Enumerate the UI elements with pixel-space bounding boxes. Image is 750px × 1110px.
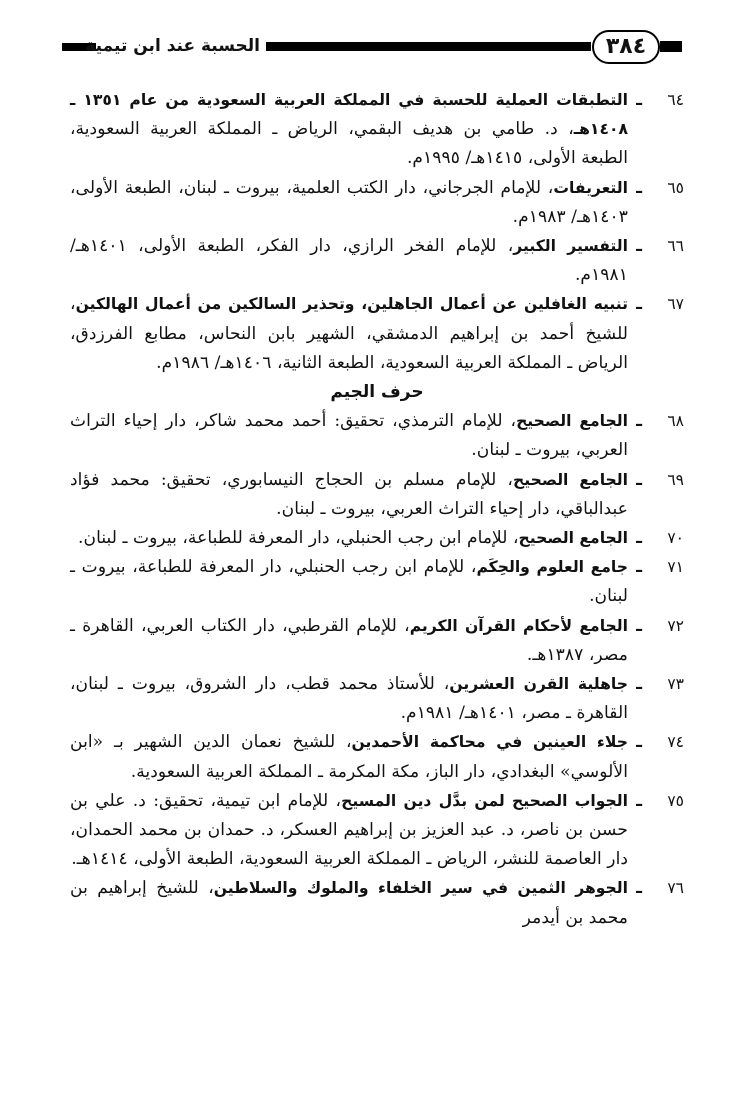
entry-dash: ـ [636, 732, 642, 753]
entry-title: جاهلية القرن العشرين [449, 675, 628, 694]
entry-number: ٦٥ [667, 178, 684, 197]
entry-title: الجامع الصحيح [518, 529, 628, 548]
entry-number: ٧٣ [667, 675, 684, 694]
entry-number: ٦٧ [667, 295, 684, 314]
entry-text [70, 232, 628, 290]
entry-text [70, 466, 628, 524]
page-header [52, 28, 682, 68]
entry-number: ٧٢ [667, 616, 684, 635]
entry-details: ، للإمام الترمذي، تحقيق: أحمد محمد شاكر، دار إحياء التراث العربي، بيروت ـ لبنان. [70, 411, 628, 461]
entry-details: ، للإمام الفخر الرازي، دار الفكر، الطبعة الأولى، ١٤٠١هـ/ ١٩٨١م. [70, 236, 628, 286]
entry-number: ٧٥ [667, 791, 684, 810]
bibliography-entry [70, 86, 684, 174]
entry-dash: ـ [636, 528, 642, 549]
entry-title: جامع العلوم والحِكَم [476, 558, 628, 577]
entry-details: ، للشيخ نعمان الدين الشهير بـ «ابن الألوسي» البغدادي، دار الباز، مكة المكرمة ـ المملكة العربية السعودية. [70, 732, 628, 782]
header-rule [266, 42, 591, 51]
entry-details: ، للإمام القرطبي، دار الكتاب العربي، القاهرة ـ مصر، ١٣٨٧هـ. [70, 615, 628, 665]
entry-title: تنبيه الغافلين عن أعمال الجاهلين، وتحذير السالكين من أعمال الهالكين [75, 295, 628, 314]
entry-text [70, 612, 628, 670]
bibliography-entry [70, 553, 684, 611]
entries-before-section [70, 86, 684, 378]
entry-text [70, 728, 628, 786]
entry-text [70, 290, 628, 378]
entry-details: ، للشيخ إبراهيم بن محمد بن أيدمر [70, 878, 628, 928]
entry-dash: ـ [636, 177, 642, 198]
bibliography-entry [70, 232, 684, 290]
entry-details: ، للإمام ابن تيمية، تحقيق: د. علي بن حسن بن ناصر، د. عبد العزيز بن إبراهيم العسكر، د. حمدان بن محمد الحمدان، دار العاصمة للنشر، الرياض ـ المملكة العربية السعودية، الطبعة الأولى، ١٤١٤هـ. [70, 790, 628, 870]
entry-details: ، للإمام مسلم بن الحجاج النيسابوري، تحقيق: محمد فؤاد عبدالباقي، دار إحياء التراث العربي، بيروت ـ لبنان. [70, 469, 628, 519]
entry-details: ، للإمام ابن رجب الحنبلي، دار المعرفة للطباعة، بيروت ـ لبنان. [78, 528, 519, 549]
entry-details: ، للإمام الجرجاني، دار الكتب العلمية، بيروت ـ لبنان، الطبعة الأولى، ١٤٠٣هـ/ ١٩٨٣م. [70, 177, 628, 227]
entry-number: ٦٨ [667, 412, 684, 431]
entries-after-section [70, 407, 684, 933]
header-rule-tail [660, 41, 682, 52]
entry-details: ، للأستاذ محمد قطب، دار الشروق، بيروت ـ لبنان، القاهرة ـ مصر، ١٤٠١هـ/ ١٩٨١م. [70, 674, 628, 724]
bibliography-entry [70, 728, 684, 786]
entry-title: الجامع الصحيح [516, 412, 628, 431]
entry-title: التطبقات العملية للحسبة في المملكة العربية السعودية من عام ١٣٥١ ـ ١٤٠٨هـ [70, 91, 628, 139]
entry-dash: ـ [636, 674, 642, 695]
entry-title: الجامع لأحكام القرآن الكريم [409, 616, 628, 635]
entry-dash: ـ [636, 615, 642, 636]
entry-text [70, 787, 628, 875]
section-heading: حرف الجيم [330, 382, 424, 403]
entry-text [70, 670, 628, 728]
entry-dash: ـ [636, 90, 642, 110]
entry-details: ، للشيخ أحمد بن إبراهيم الدمشقي، الشهير بابن النحاس، مطابع الفرزدق، الرياض ـ المملكة العربية السعودية، الطبعة الثانية، ١٤٠٦هـ/ ١٩٨٦م. [70, 294, 628, 373]
entry-text [70, 524, 628, 553]
entry-text [70, 553, 628, 611]
entry-number: ٦٤ [667, 91, 684, 109]
entry-dash: ـ [636, 878, 642, 899]
bibliography-entry [70, 787, 684, 875]
bibliography-entry [70, 874, 684, 932]
entry-text [70, 174, 628, 232]
running-title: الحسبة عند ابن تيمية [85, 36, 260, 56]
entry-title: الجوهر الثمين في سير الخلفاء والملوك والسلاطين [213, 879, 628, 898]
entry-dash: ـ [636, 469, 642, 490]
bibliography-entry [70, 174, 684, 232]
bibliography-entry [70, 670, 684, 728]
entry-number: ٧٠ [667, 529, 684, 548]
entry-dash: ـ [636, 790, 642, 811]
bibliography-list [70, 86, 684, 933]
entry-text [70, 407, 628, 465]
entry-dash: ـ [636, 411, 642, 432]
entry-number: ٦٩ [667, 470, 684, 489]
bibliography-entry [70, 407, 684, 465]
entry-number: ٦٦ [667, 237, 684, 256]
entry-text [70, 874, 628, 932]
bibliography-entry [70, 290, 684, 378]
entry-number: ٧١ [667, 558, 684, 577]
bibliography-entry [70, 612, 684, 670]
entry-dash: ـ [636, 294, 642, 315]
entry-title: الجامع الصحيح [512, 470, 628, 489]
entry-number: ٧٦ [667, 879, 684, 898]
entry-title: جلاء العينين في محاكمة الأحمدين [351, 733, 628, 752]
entry-text [70, 86, 628, 174]
entry-details: ، للإمام ابن رجب الحنبلي، دار المعرفة للطباعة، بيروت ـ لبنان. [70, 557, 628, 607]
bibliography-entry [70, 524, 684, 553]
entry-details: ، د. طامي بن هديف البقمي، الرياض ـ المملكة العربية السعودية، الطبعة الأولى، ١٤١٥هـ/ ١٩٩٥م. [70, 119, 628, 169]
bibliography-entry [70, 466, 684, 524]
page-number: ٣٨٤ [592, 30, 660, 64]
entry-number: ٧٤ [667, 733, 684, 752]
entry-title: التعريفات [553, 178, 628, 197]
entry-title: التفسير الكبير [513, 237, 628, 256]
entry-dash: ـ [636, 236, 642, 257]
entry-title: الجواب الصحيح لمن بدَّل دين المسيح [341, 791, 628, 810]
entry-dash: ـ [636, 557, 642, 578]
